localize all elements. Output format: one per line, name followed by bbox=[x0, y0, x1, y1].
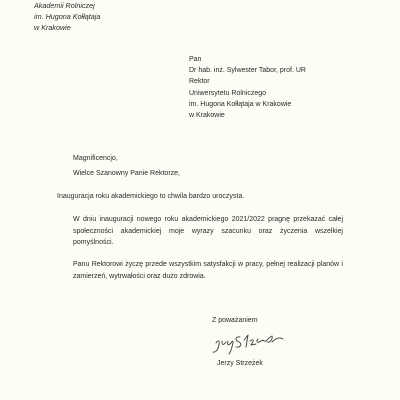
sender-line: Akademii Rolniczej bbox=[34, 1, 95, 10]
body-paragraph-1: Inauguracja roku akademickiego to chwila bardzo uroczysta. bbox=[57, 193, 245, 200]
sender-line: im. Hugona Kołłątaja bbox=[34, 12, 101, 21]
recipient-line: im. Hugona Kołłątaja w Krakowie bbox=[189, 100, 292, 108]
recipient-line: Dr hab. inż. Sylwester Tabor, prof. UR bbox=[189, 67, 306, 75]
recipient-line: Uniwersytetu Rolniczego bbox=[189, 89, 267, 97]
salutation-rector: Wielce Szanowny Panie Rektorze, bbox=[73, 170, 180, 177]
body-paragraph-2: W dniu inauguracji nowego roku akademickiego 2021/2022 pragnę przekazać całej społeczności akademickiej moje wyrazy szacunku oraz życzenia wszelkiej pomyślności. bbox=[73, 216, 343, 247]
recipient-line: Pan bbox=[189, 56, 202, 63]
sender-block bbox=[34, 0, 100, 33]
handwritten-signature bbox=[210, 327, 296, 357]
closing-phrase: Z poważaniem bbox=[212, 317, 258, 324]
signer-name: Jerzy Strzeżek bbox=[217, 360, 263, 367]
recipient-line: w Krakowie bbox=[189, 112, 225, 120]
sender-line: w Krakowie bbox=[34, 23, 71, 32]
recipient-line: Rektor bbox=[189, 78, 210, 86]
salutation-magnificence: Magnificencjo, bbox=[73, 155, 118, 162]
recipient-address bbox=[189, 54, 306, 121]
body-paragraph-3: Panu Rektorowi życzę przede wszystkim satysfakcji w pracy, pełnej realizacji planów i zamierzeń, wytrwałości oraz dużo zdrowia. bbox=[73, 261, 343, 280]
